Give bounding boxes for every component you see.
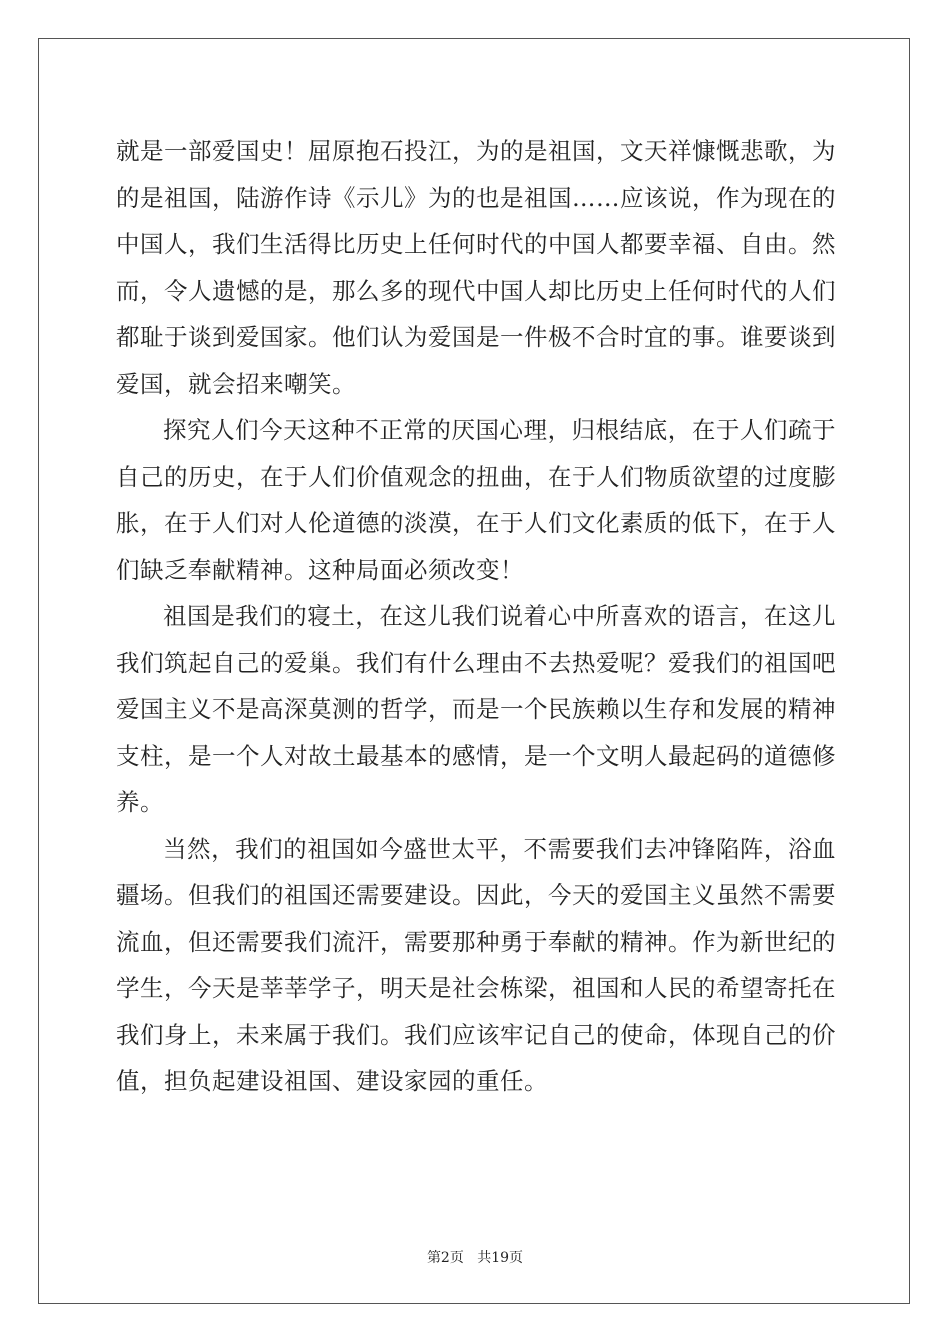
paragraph-3: 祖国是我们的寝土，在这儿我们说着心中所喜欢的语言，在这儿我们筑起自己的爱巢。我们有什么理由不去热爱呢？爱我们的祖国吧爱国主义不是高深莫测的哲学，而是一个民族赖以生存和发展的精神支柱，是一个人对故土最基本的感情，是一个文明人最起码的道德修养。 bbox=[116, 602, 836, 816]
paragraph-4: 当然，我们的祖国如今盛世太平，不需要我们去冲锋陷阵，浴血疆场。但我们的祖国还需要建设。因此，今天的爱国主义虽然不需要流血，但还需要我们流汗，需要那种勇于奉献的精神。作为新世纪的学生，今天是莘莘学子，明天是社会栋梁，祖国和人民的希望寄托在我们身上，未来属于我们。我们应该牢记自己的使命，体现自己的价值，担负起建设祖国、建设家园的重任。 bbox=[116, 834, 836, 1095]
page-total: 共19页 bbox=[477, 1250, 524, 1266]
page-footer bbox=[0, 1247, 950, 1267]
paragraph-1: 就是一部爱国史！屈原抱石投江，为的是祖国，文天祥慷慨悲歌，为的是祖国，陆游作诗《示儿》为的也是祖国……应该说，作为现在的中国人，我们生活得比历史上任何时代的中国人都要幸福、自由。然而，令人遗憾的是，那么多的现代中国人却比历史上任何时代的人们都耻于谈到爱国家。他们认为爱国是一件极不合时宜的事。谁要谈到爱国，就会招来嘲笑。 bbox=[116, 137, 836, 398]
document-body bbox=[116, 128, 836, 1105]
page-number: 第2页 bbox=[426, 1250, 464, 1266]
paragraph-2: 探究人们今天这种不正常的厌国心理，归根结底，在于人们疏于自己的历史，在于人们价值观念的扭曲，在于人们物质欲望的过度膨胀，在于人们对人伦道德的淡漠，在于人们文化素质的低下，在于人们缺乏奉献精神。这种局面必须改变！ bbox=[116, 416, 836, 584]
